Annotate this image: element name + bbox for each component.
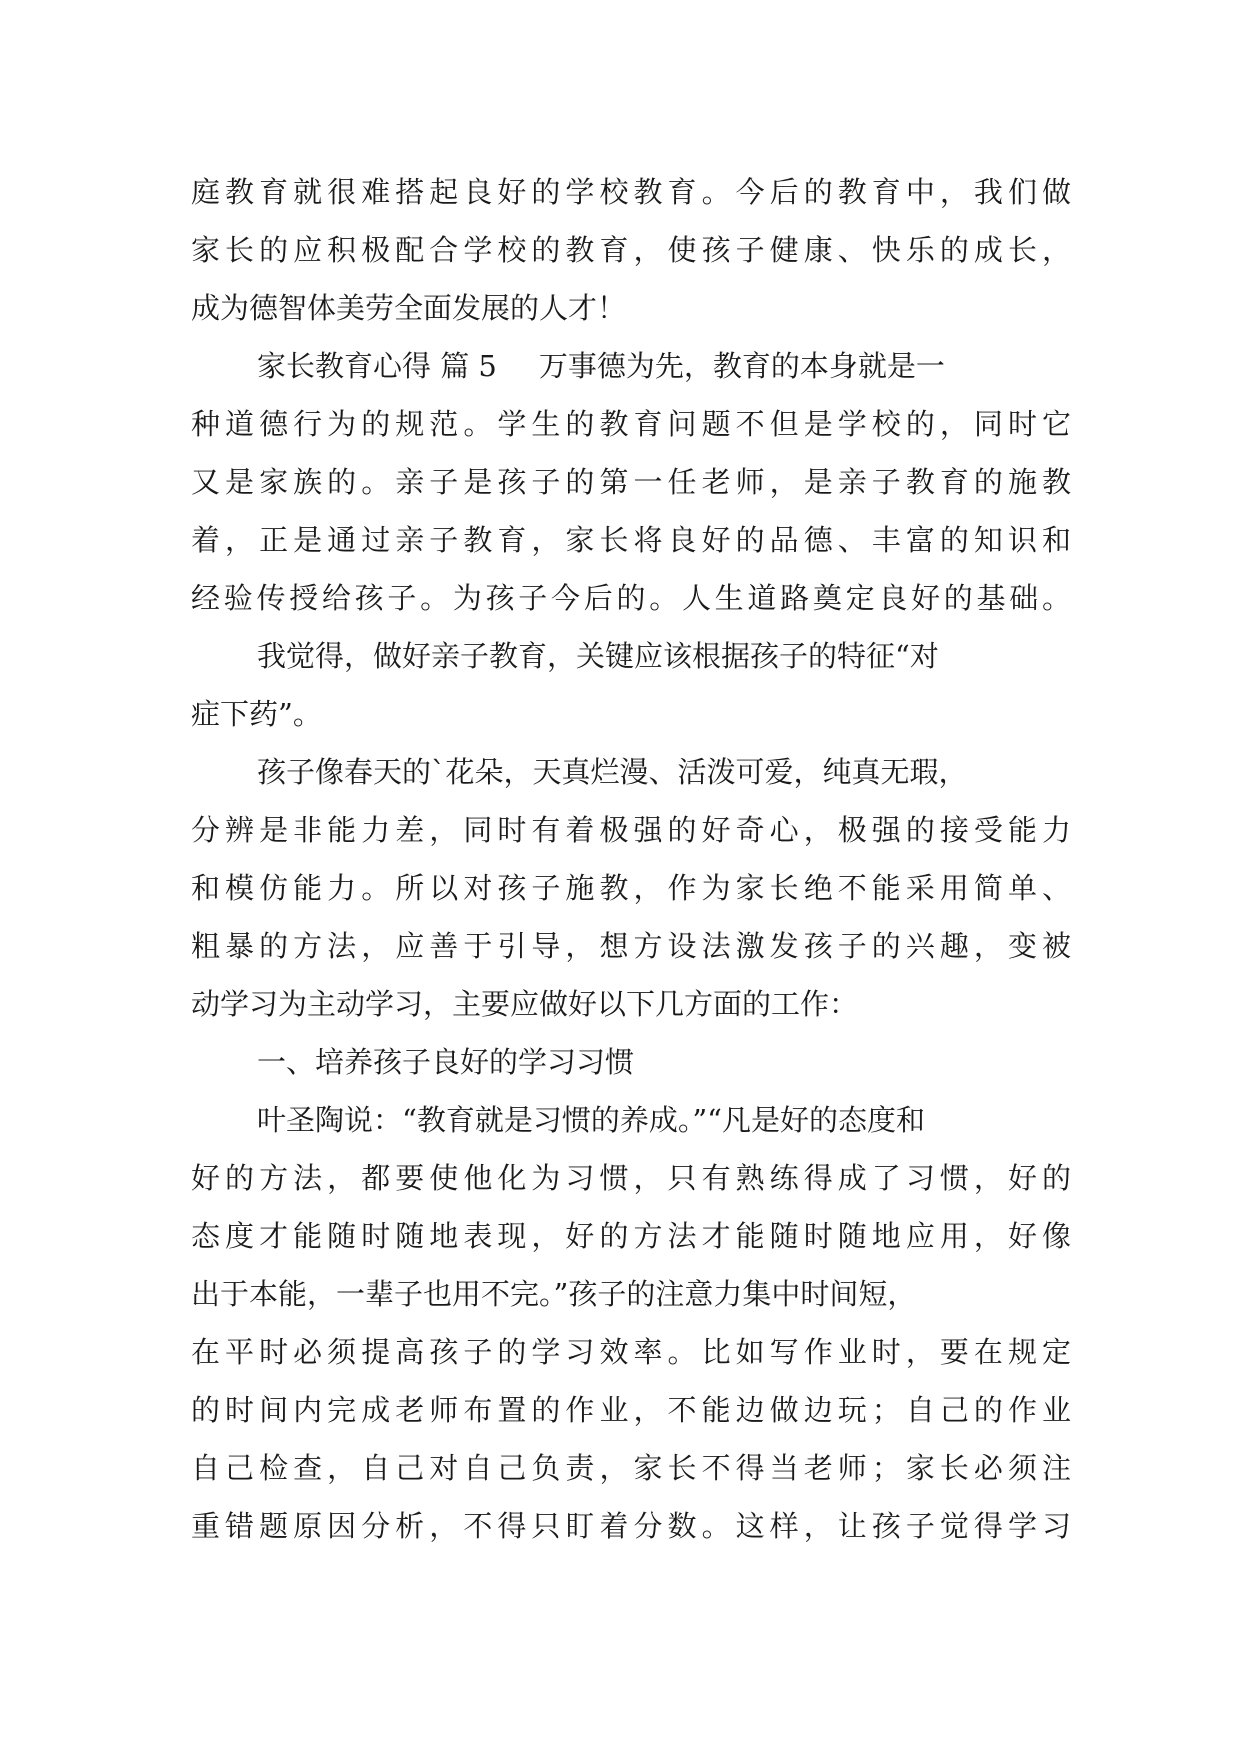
text-line: 家长的应积极配合学校的教育，使孩子健康、快乐的成长， [191,233,1071,267]
text-line: 的时间内完成老师布置的作业，不能边做边玩；自己的作业 [191,1393,1071,1427]
text-line: 出于本能，一辈子也用不完。”孩子的注意力集中时间短， [191,1277,917,1311]
text-line: 孩子像春天的`花朵，天真烂漫、活泼可爱，纯真无瑕， [257,755,968,789]
text-line: 好的方法，都要使他化为习惯，只有熟练得成了习惯，好的 [191,1161,1071,1195]
text-line: 症下药”。 [191,697,322,731]
subheading-line: 一、培养孩子良好的学习习惯 [257,1045,635,1079]
text-line: 态度才能随时随地表现，好的方法才能随时随地应用，好像 [191,1219,1071,1253]
text-line: 又是家族的。亲子是孩子的第一任老师，是亲子教育的施教 [191,465,1071,499]
text-line: 重错题原因分析，不得只盯着分数。这样，让孩子觉得学习 [191,1509,1071,1543]
text-line: 经验传授给孩子。为孩子今后的。人生道路奠定良好的基础。 [191,581,1071,615]
text-line: 庭教育就很难搭起良好的学校教育。今后的教育中，我们做 [191,175,1071,209]
text-line: 在平时必须提高孩子的学习效率。比如写作业时，要在规定 [191,1335,1071,1369]
text-line: 和模仿能力。所以对孩子施教，作为家长绝不能采用简单、 [191,871,1071,905]
body-text [191,163,1071,1555]
text-line: 自己检查，自己对自己负责，家长不得当老师；家长必须注 [191,1451,1071,1485]
text-line: 叶圣陶说：“教育就是习惯的养成。”“凡是好的态度和 [257,1103,925,1137]
text-line: 我觉得，做好亲子教育，关键应该根据孩子的特征“对 [257,639,939,673]
text-line: 着，正是通过亲子教育，家长将良好的品德、丰富的知识和 [191,523,1071,557]
text-line: 粗暴的方法，应善于引导，想方设法激发孩子的兴趣，变被 [191,929,1071,963]
text-line: 种道德行为的规范。学生的教育问题不但是学校的，同时它 [191,407,1071,441]
text-line: 成为德智体美劳全面发展的人才！ [191,291,627,325]
section-text: 万事德为先，教育的本身就是一 [538,349,945,383]
text-line: 动学习为主动学习，主要应做好以下几方面的工作： [191,987,859,1021]
section-heading-line [191,337,1071,395]
text-line: 分辨是非能力差，同时有着极强的好奇心，极强的接受能力 [191,813,1071,847]
section-heading: 家长教育心得 篇 5 [257,349,497,383]
